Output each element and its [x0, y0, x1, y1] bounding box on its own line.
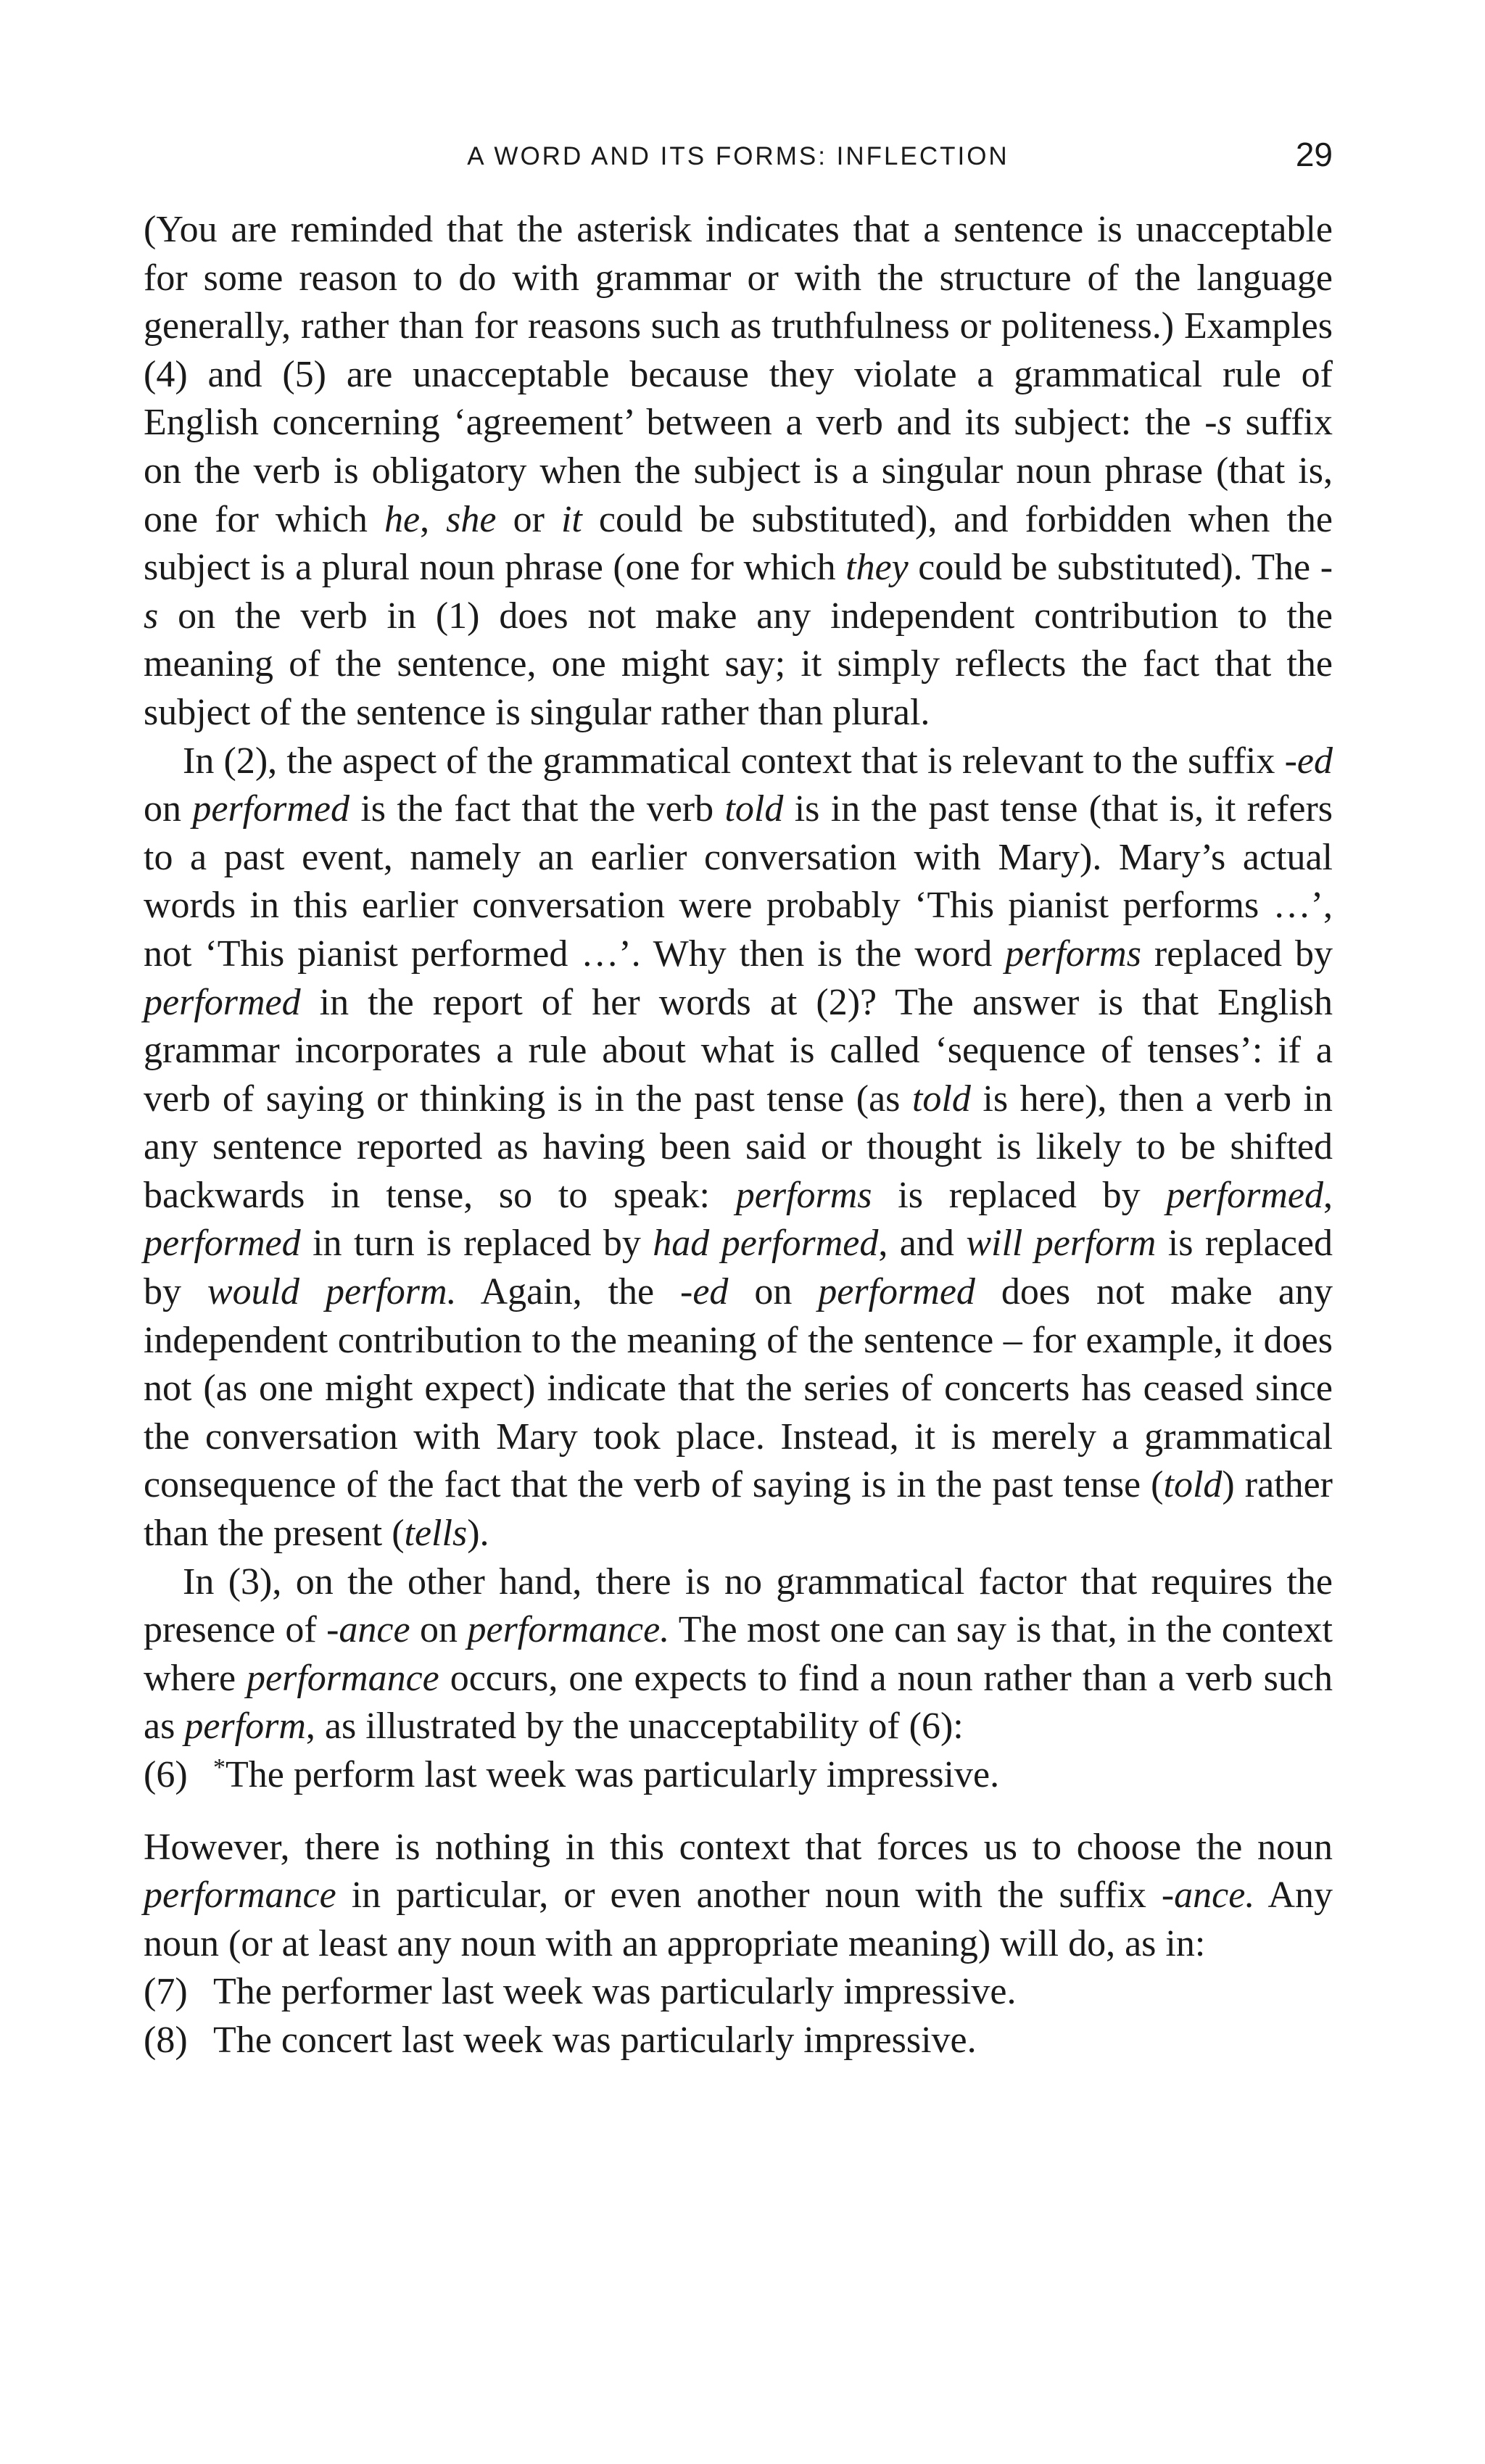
- italic-term: would perform.: [207, 1271, 457, 1313]
- text-run: on: [144, 788, 193, 830]
- italic-term: performed: [192, 788, 349, 830]
- italic-term: performance: [247, 1657, 439, 1699]
- text-run: , as illustrated by the unacceptability of (6):: [305, 1706, 964, 1748]
- italic-term: she: [446, 498, 497, 540]
- text-run: Any noun (or at least any noun with an appropriate meaning) will do, as in:: [144, 1874, 1333, 1964]
- italic-term: told: [911, 1078, 971, 1120]
- text-run: In (2), the aspect of the grammatical context that is relevant to the suffix: [183, 740, 1285, 782]
- text-run: ).: [467, 1513, 489, 1555]
- italic-term: told: [724, 788, 784, 830]
- text-run: suffix on the verb is obligatory when the subject is a singular noun phrase (that is, one for which: [144, 402, 1333, 540]
- text-run: is the fact that the verb: [349, 788, 725, 830]
- italic-term: had performed: [653, 1223, 879, 1265]
- asterisk-mark: *: [213, 1754, 226, 1781]
- italic-term: performs: [1005, 933, 1141, 975]
- example-text: The concert last week was particularly impressive.: [213, 2019, 977, 2061]
- text-run: could be substituted), and forbidden when the subject is a plural noun phrase (one for which: [144, 498, 1333, 589]
- italic-term: performed: [818, 1271, 975, 1313]
- text-run: is here), then a verb in any sentence reported as having been said or thought is likely to be shifted backwards in tense, so to speak:: [144, 1078, 1333, 1216]
- paragraph-ance-suffix: [144, 1558, 1333, 1751]
- paragraph-any-noun: [144, 1824, 1333, 1969]
- text-run: or: [496, 498, 561, 540]
- example-sentence: [213, 1751, 1333, 1800]
- text-run: Again, the: [456, 1271, 681, 1313]
- text-run: is in the past tense (that is, it refers to a past event, namely an earlier conversation with Mary). Mary’s actual words in this earlier conversation were probably ‘This pianist performs …’, not ‘This pianist performed …’. Why then is the word: [144, 788, 1333, 975]
- italic-term: -ance.: [1161, 1874, 1255, 1917]
- italic-term: performed: [144, 981, 301, 1023]
- italic-term: -ance: [326, 1609, 410, 1651]
- example-8: [144, 2017, 1333, 2065]
- page-number: 29: [1295, 136, 1333, 173]
- running-head: [144, 135, 1333, 178]
- paragraph-agreement: [144, 206, 1333, 737]
- italic-term: -s: [144, 547, 1333, 637]
- text-run: on: [410, 1609, 468, 1651]
- italic-term: performed: [144, 1223, 301, 1265]
- italic-term: performance: [144, 1874, 336, 1917]
- text-run: ,: [1323, 1174, 1333, 1216]
- italic-term: performs: [735, 1174, 872, 1216]
- text-run: could be substituted). The: [908, 547, 1320, 589]
- italic-term: he: [384, 498, 421, 540]
- text-run: on: [728, 1271, 819, 1313]
- example-7: [144, 1968, 1333, 2017]
- text-run: replaced by: [1141, 933, 1333, 975]
- italic-term: performed: [1166, 1174, 1323, 1216]
- example-text: The performer last week was particularly impressive.: [213, 1971, 1017, 2013]
- paragraph-sequence-of-tenses: [144, 737, 1333, 1558]
- text-run: ) rather than the present (: [144, 1464, 1333, 1555]
- text-run: (You are reminded that the asterisk indicates that a sentence is unacceptable for some reason to do with grammar or with the structure of the language generally, rather than for reasons such as truthfulness or politeness.) Examples (4) and (5) are unacceptable because they violate a grammatical rule of English concerning ‘agreement’ between a verb and its subject: the: [144, 209, 1333, 444]
- text-run: occurs, one expects to find a noun rather than a verb such as: [144, 1657, 1333, 1748]
- body-text: [144, 206, 1333, 2065]
- example-number: (8): [144, 2019, 188, 2061]
- italic-term: it: [561, 498, 582, 540]
- italic-term: performance.: [467, 1609, 670, 1651]
- italic-term: -ed: [680, 1271, 729, 1313]
- example-text: The perform last week was particularly impressive.: [226, 1754, 1000, 1795]
- text-run: on the verb in (1) does not make any independent contribution to the meaning of the sentence, one might say; it simply reflects the fact that the subject of the sentence is singular rather than plural.: [144, 595, 1333, 733]
- text-run: , and: [878, 1223, 967, 1265]
- text-run: In (3), on the other hand, there is no grammatical factor that requires the presence of: [144, 1560, 1333, 1651]
- italic-term: told: [1163, 1464, 1223, 1506]
- example-6: [144, 1751, 1333, 1800]
- italic-term: perform: [184, 1706, 306, 1748]
- italic-term: -s: [1204, 402, 1232, 444]
- text-run: However, there is nothing in this context that forces us to choose the noun: [144, 1826, 1333, 1868]
- text-run: ,: [420, 498, 447, 540]
- text-run: is replaced by: [872, 1174, 1167, 1216]
- italic-term: they: [845, 547, 909, 589]
- italic-term: will perform: [966, 1223, 1157, 1265]
- italic-term: tells: [404, 1513, 468, 1555]
- example-number: (6): [144, 1754, 188, 1795]
- example-number: (7): [144, 1971, 188, 2013]
- running-title: A WORD AND ITS FORMS: INFLECTION: [467, 142, 1009, 170]
- text-run: in the report of her words at (2)? The answer is that English grammar incorporates a rule about what is called ‘sequence of tenses’: if a verb of saying or thinking is in the past tense (as: [144, 981, 1333, 1120]
- italic-term: -ed: [1284, 740, 1333, 782]
- text-run: in particular, or even another noun with the suffix: [336, 1874, 1162, 1917]
- text-run: does not make any independent contribution to the meaning of the sentence – for example, it does not (as one might expect) indicate that the series of concerts has ceased since the conversation with Mary took place. Instead, it is merely a grammatical consequence of the fact that the verb of saying is in the past tense (: [144, 1271, 1333, 1506]
- text-run: is replaced by: [144, 1223, 1333, 1313]
- text-run: in turn is replaced by: [300, 1223, 653, 1265]
- text-run: The most one can say is that, in the context where: [144, 1609, 1333, 1699]
